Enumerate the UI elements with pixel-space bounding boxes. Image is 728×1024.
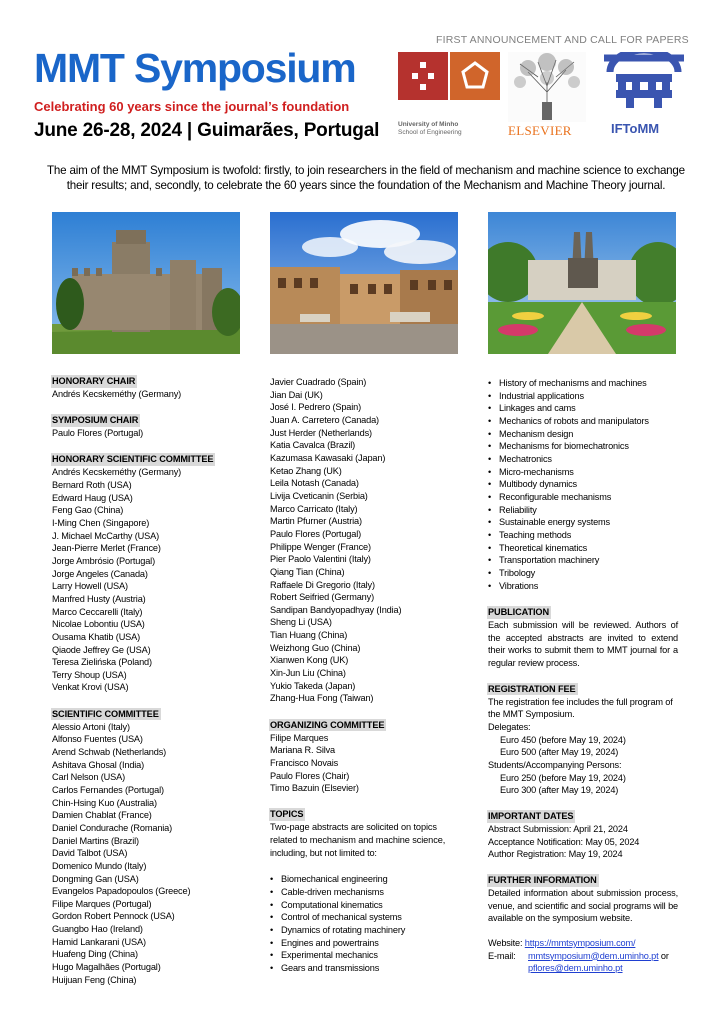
topic-item: • Dynamics of rotating machinery [270,924,460,937]
topic-item: • Computational kinematics [270,899,460,912]
list-item: David Talbot (USA) [52,848,128,859]
topics-intro: related to mechanism and machine science, [270,835,446,845]
section-heading: TOPICS [270,809,304,820]
list-item: Yukio Takeda (Japan) [270,680,356,691]
topic-item: • Transportation machinery [488,554,678,567]
fee-item: Euro 300 (after May 19, 2024) [500,785,619,796]
list-item: Marco Ceccarelli (Italy) [52,606,143,617]
section-heading: HONORARY SCIENTIFIC COMMITTEE [52,454,214,465]
list-item: Pier Paolo Valentini (Italy) [270,554,371,565]
section-heading: ORGANIZING COMMITTEE [270,719,385,730]
info-text: Detailed information about submission process, venue, and scientific and social programs will be available on the symposium website. [488,888,678,924]
topic-item: • Engines and powertrains [270,937,460,950]
list-item: Alfonso Fuentes (USA) [52,734,143,745]
date-item: Abstract Submission: April 21, 2024 [488,824,628,835]
list-item: Jorge Ambrósio (Portugal) [52,555,155,566]
topic-item: • Multibody dynamics [488,478,678,491]
email-or: or [658,950,669,961]
list-item: Dongming Gan (USA) [52,873,139,884]
iftomm-wordmark: IFToMM [611,121,660,136]
garden-church-photo [488,212,676,354]
list-item: Leila Notash (Canada) [270,478,359,489]
list-item: Qiang Tian (China) [270,566,345,577]
list-item: Bernard Roth (USA) [52,479,132,490]
topic-item: • Teaching methods [488,529,678,542]
section-heading: HONORARY CHAIR [52,376,136,386]
symposium-chair-name: Paulo Flores (Portugal) [52,428,144,439]
list-item: Damien Chablat (France) [52,810,152,821]
list-item: Filipe Marques (Portugal) [52,898,152,909]
list-item: Javier Cuadrado (Spain) [270,377,367,387]
list-item: Teresa Zielińska (Poland) [52,657,152,668]
list-item: Feng Gao (China) [52,505,124,516]
column-3 [488,377,678,975]
list-item: Hamid Lankarani (USA) [52,936,146,947]
fee-item: Euro 250 (before May 19, 2024) [500,772,626,783]
topic-item: • Mechatronics [488,453,678,466]
registration-text: The registration fee includes the full program of [488,696,673,707]
date-item: Acceptance Notification: May 05, 2024 [488,836,640,847]
topic-item: • Reliability [488,504,678,517]
list-item: Jean-Pierre Merlet (France) [52,543,161,554]
list-item: Arend Schwab (Netherlands) [52,746,167,757]
list-item: Ousama Khatib (USA) [52,631,141,642]
list-item: Qiaode Jeffrey Ge (USA) [52,644,151,655]
topic-item: • Linkages and cams [488,402,678,415]
list-item: Evangelos Papadopoulos (Greece) [52,886,191,897]
subtitle: Celebrating 60 years since the journal’s foundation [34,99,350,114]
column-1 [52,375,252,986]
list-item: Kazumasa Kawasaki (Japan) [270,452,386,463]
fee-item: Euro 450 (before May 19, 2024) [500,734,626,745]
list-item: J. Michael McCarthy (USA) [52,530,160,541]
list-item: Robert Seifried (Germany) [270,592,374,603]
aim-paragraph: The aim of the MMT Symposium is twofold: firstly, to join researchers in the field of mechanism and machine science to exchange their results; and, secondly, to celebrate the 60 years since the foundation of the Mechanism and Machine Theory journal. [47,164,685,192]
topic-item: • Mechanism design [488,428,678,441]
list-item: Livija Cveticanin (Serbia) [270,490,368,501]
list-item: Hugo Magalhães (Portugal) [52,962,161,973]
list-item: I-Ming Chen (Singapore) [52,517,150,528]
list-item: Nicolae Lobontiu (USA) [52,619,145,630]
list-item: Zhang-Hua Fong (Taiwan) [270,693,374,704]
page-title: MMT Symposium [34,45,356,91]
list-item: Katia Cavalca (Brazil) [270,440,356,451]
iftomm-logo [596,52,692,118]
list-item: Carl Nelson (USA) [52,772,126,783]
list-item: Guangbo Hao (Ireland) [52,924,143,935]
section-heading: IMPORTANT DATES [488,811,574,822]
topic-item: • Gears and transmissions [270,962,460,975]
list-item: Chin-Hsing Kuo (Australia) [52,797,157,808]
topic-item: • Mechanisms for biomechatronics [488,440,678,453]
section-heading: FURTHER INFORMATION [488,875,597,885]
list-item: Gordon Robert Pennock (USA) [52,911,175,922]
topic-item: • Mechanics of robots and manipulators [488,415,678,428]
list-item: Huafeng Ding (China) [52,949,138,960]
topics-intro: including, but not limited to: [270,847,377,858]
topic-item: • Experimental mechanics [270,949,460,962]
list-item: Sheng Li (USA) [270,617,332,628]
website-row [488,937,678,950]
topic-item: • Reconfigurable mechanisms [488,491,678,504]
publication-text: Each submission will be reviewed. Authors of the accepted abstracts are invited to extend their works to submit them to MMT journal for a regular review process. [488,620,678,669]
topic-item: • Cable-driven mechanisms [270,886,460,899]
list-item: Jian Dai (UK) [270,389,323,400]
delegates-label: Delegates: [488,722,531,733]
topic-item: • Vibrations [488,580,678,593]
list-item: Alessio Artoni (Italy) [52,721,130,732]
elsevier-wordmark: ELSEVIER [508,123,572,138]
list-item: Martin Pfurner (Austria) [270,516,362,527]
topic-item: • Control of mechanical systems [270,911,460,924]
email-row [488,950,678,963]
section-heading: SYMPOSIUM CHAIR [52,415,139,426]
date-item: Author Registration: May 19, 2024 [488,849,623,860]
fee-item: Euro 500 (after May 19, 2024) [500,747,619,758]
date-location: June 26-28, 2024 | Guimarães, Portugal [34,120,380,141]
email-link-secondary[interactable]: pflores@dem.uminho.pt [528,963,623,974]
list-item: Raffaele Di Gregorio (Italy) [270,579,375,590]
elsevier-tree-logo [508,52,586,122]
topic-item: • History of mechanisms and machines [488,377,678,390]
section-heading: PUBLICATION [488,607,549,618]
announcement-text: FIRST ANNOUNCEMENT AND CALL FOR PAPERS [436,34,689,46]
uminho-name: University of Minho [398,121,459,128]
list-item: Sandipan Bandyopadhyay (India) [270,604,402,615]
list-item: Francisco Novais [270,757,339,768]
column-2 [270,376,460,975]
topic-item: • Sustainable energy systems [488,516,678,529]
list-item: Weizhong Guo (China) [270,642,361,653]
section-heading: REGISTRATION FEE [488,683,576,694]
list-item: Larry Howell (USA) [52,581,128,592]
list-item: Andrés Kecskeméthy (Germany) [52,467,182,478]
list-item: Manfred Husty (Austria) [52,593,146,604]
list-item: Daniel Condurache (Romania) [52,822,173,833]
list-item: Mariana R. Silva [270,745,335,756]
list-item: Venkat Krovi (USA) [52,682,129,693]
town-square-photo [270,212,458,354]
website-link[interactable]: https://mmtsymposium.com/ [524,937,636,948]
list-item: Juan A. Carretero (Canada) [270,414,379,425]
topic-item: • Micro-mechanisms [488,466,678,479]
list-item: Huijuan Feng (China) [52,974,137,985]
list-item: Xin-Jun Liu (China) [270,668,346,679]
list-item: Filipe Marques [270,732,329,743]
list-item: Terry Shoup (USA) [52,669,127,680]
list-item: Just Herder (Netherlands) [270,427,372,438]
list-item: Carlos Fernandes (Portugal) [52,784,164,795]
list-item: Philippe Wenger (France) [270,541,371,552]
list-item: Marco Carricato (Italy) [270,503,358,514]
uminho-logo [398,52,500,100]
list-item: Domenico Mundo (Italy) [52,860,147,871]
topics-intro: Two-page abstracts are solicited on topics [270,822,437,833]
topic-item: • Tribology [488,567,678,580]
list-item: Ketao Zhang (UK) [270,465,342,476]
list-item: Timo Bazuin (Elsevier) [270,783,359,794]
uminho-school: School of Engineering [398,129,462,136]
list-item: Paulo Flores (Portugal) [270,528,362,539]
list-item: Ashitava Ghosal (India) [52,759,145,770]
topic-item: • Biomechanical engineering [270,873,460,886]
email-label: E-mail: [488,950,516,961]
list-item: Paulo Flores (Chair) [270,770,350,781]
email-link-primary[interactable]: mmtsymposium@dem.uminho.pt [528,950,659,961]
list-item: Jorge Angeles (Canada) [52,568,148,579]
list-item: Xianwen Kong (UK) [270,655,349,666]
students-label: Students/Accompanying Persons: [488,760,622,771]
website-label: Website: [488,937,523,948]
list-item: Edward Haug (USA) [52,492,133,503]
list-item: Tian Huang (China) [270,630,348,641]
registration-text: the MMT Symposium. [488,709,575,720]
castle-photo [52,212,240,354]
topic-item: • Theoretical kinematics [488,542,678,555]
topic-item: • Industrial applications [488,390,678,403]
section-heading: SCIENTIFIC COMMITTEE [52,708,159,719]
list-item: José I. Pedrero (Spain) [270,402,362,413]
uminho-caption [398,121,462,137]
list-item: Daniel Martins (Brazil) [52,835,139,846]
honorary-chair-name: Andrés Kecskeméthy (Germany) [52,389,182,399]
